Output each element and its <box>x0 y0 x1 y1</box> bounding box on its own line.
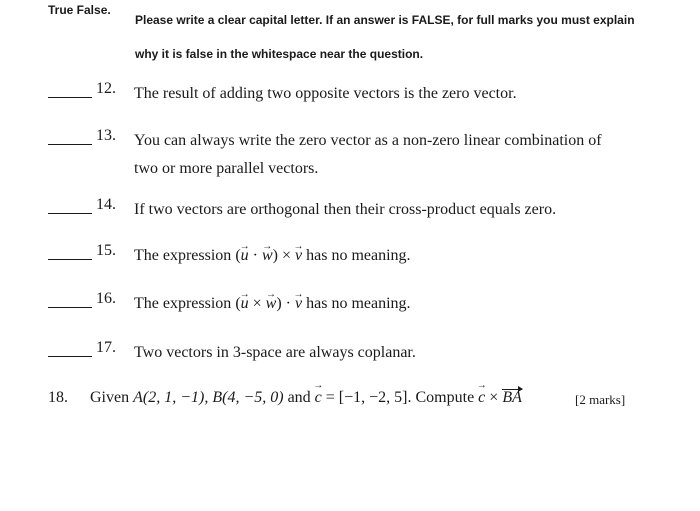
math-expression: (→ u · → w) × → v <box>235 247 302 264</box>
question-number: 18. <box>48 389 68 406</box>
expression-suffix: has no meaning. <box>302 247 411 264</box>
question-text: If two vectors are orthogonal then their cross-product equals zero. <box>134 201 557 218</box>
question-number: 16. <box>96 290 116 307</box>
expression-prefix: The expression <box>134 247 236 264</box>
answer-blank[interactable] <box>48 307 92 308</box>
question-text <box>134 242 654 270</box>
given-word: Given <box>90 389 134 406</box>
instructions-line-1: Please write a clear capital letter. If an answer is FALSE, for full marks you must explain <box>135 13 635 27</box>
marks-label: [2 marks] <box>575 392 626 407</box>
answer-blank[interactable] <box>48 259 92 260</box>
question-text-line-1: You can always write the zero vector as a non-zero linear combination of <box>134 132 602 149</box>
question-number: 12. <box>96 80 116 97</box>
header-label: True False. <box>48 3 111 17</box>
question-text: Two vectors in 3-space are always coplanar. <box>134 344 416 361</box>
question-text <box>134 127 654 183</box>
answer-blank[interactable] <box>48 97 92 98</box>
expression-suffix: has no meaning. <box>302 295 411 312</box>
math-expression: (→ u × → w) · → v <box>235 295 302 312</box>
expression-prefix: The expression <box>134 295 236 312</box>
vector-c: → c <box>315 389 322 407</box>
answer-blank[interactable] <box>48 144 92 145</box>
question-text <box>134 290 654 318</box>
question-number: 14. <box>96 196 116 213</box>
question-number: 17. <box>96 339 116 356</box>
answer-blank[interactable] <box>48 213 92 214</box>
instructions <box>135 3 690 71</box>
vector-ba: BA <box>502 389 522 406</box>
vector-c-2: → c <box>478 389 485 407</box>
question-number: 15. <box>96 242 116 259</box>
question-text: Given A(2, 1, −1), B(4, −5, 0) and → c = [−1, −2, 5]. Compute → c × BA <box>90 389 522 407</box>
answer-blank[interactable] <box>48 356 92 357</box>
instructions-line-2: why it is false in the whitespace near the question. <box>135 47 424 61</box>
c-value: = [−1, −2, 5]. Compute <box>321 389 479 406</box>
question-text: The result of adding two opposite vectors is the zero vector. <box>134 85 517 102</box>
points-expression: A(2, 1, −1), B(4, −5, 0) <box>133 389 284 406</box>
question-text-line-2: two or more parallel vectors. <box>134 160 319 177</box>
and-word: and <box>283 389 315 406</box>
question-number: 13. <box>96 127 116 144</box>
